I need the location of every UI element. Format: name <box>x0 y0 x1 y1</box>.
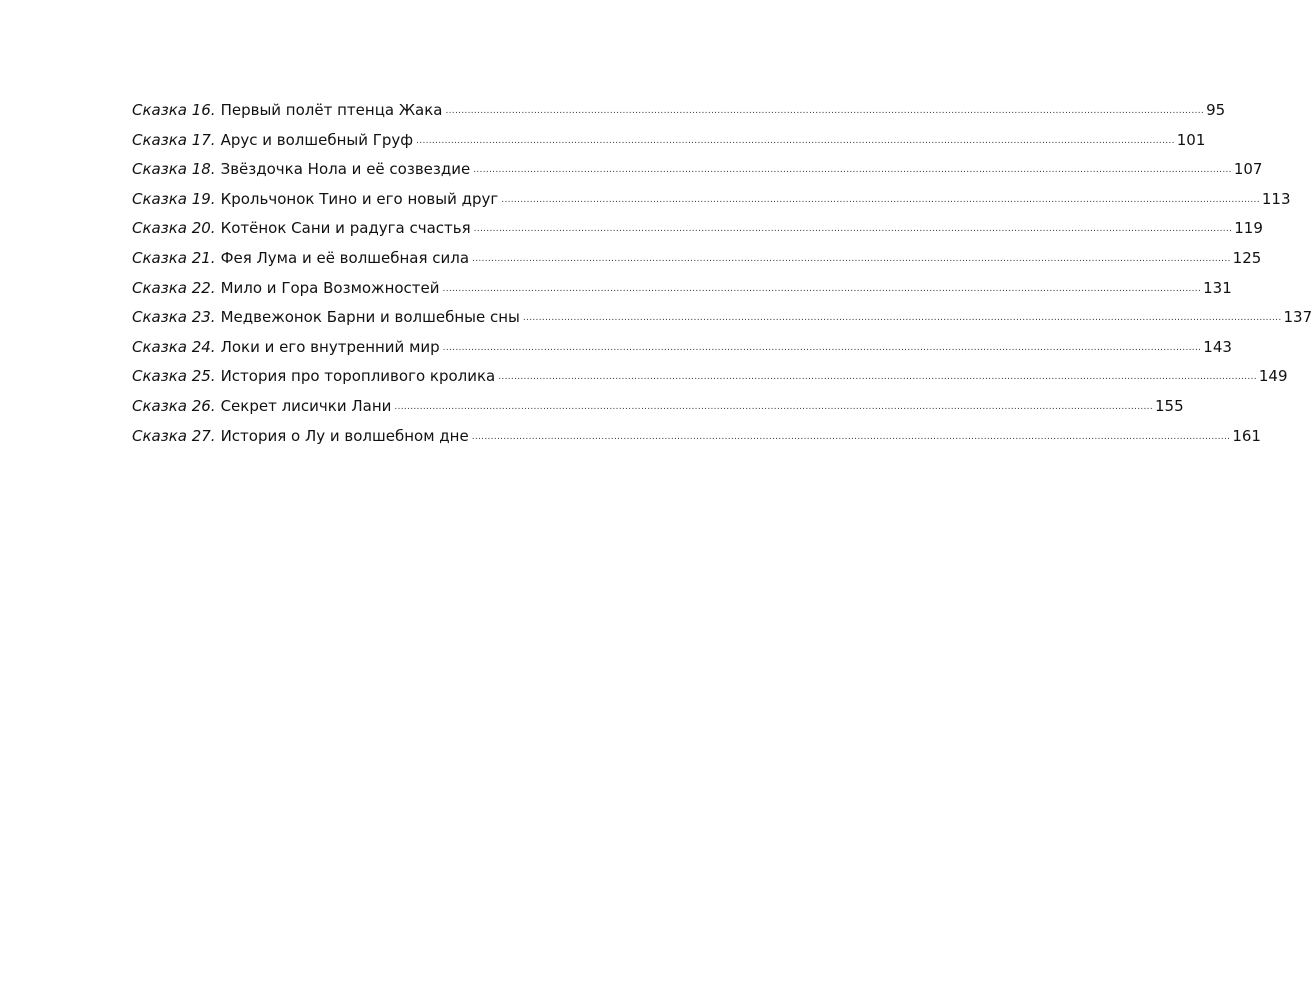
toc-entry-number: Сказка 19. <box>132 189 216 208</box>
toc-entry-number: Сказка 22. <box>132 278 216 297</box>
toc-entry-number: Сказка 16. <box>132 101 216 119</box>
toc-entry <box>132 126 1206 156</box>
toc-entry-title: Котёнок Сани и радуга счастья <box>220 219 471 238</box>
dot-leader: ................................................................................................................................................................................................................................................ <box>472 253 1231 264</box>
toc-entry-title: Локи и его внутренний мир <box>220 337 440 356</box>
toc-entry-title: Первый полёт птенца Жака <box>220 101 443 119</box>
toc-entry <box>132 214 1263 244</box>
toc-entry-number: Сказка 25. <box>132 367 216 386</box>
toc-entry-page: 137 <box>1283 308 1312 327</box>
dot-leader: ................................................................................................................................................................................................................................................ <box>501 194 1260 205</box>
toc-entry <box>132 362 1288 392</box>
toc-entry-page: 161 <box>1232 426 1261 445</box>
toc-entry-page: 143 <box>1203 337 1232 356</box>
toc-entry-page: 95 <box>1206 101 1226 119</box>
toc-entry-page: 107 <box>1233 160 1263 179</box>
toc-entry <box>132 392 1184 422</box>
toc-entry-title: Звёздочка Нола и её созвездие <box>220 160 471 179</box>
dot-leader: ................................................................................................................................................................................................................................................ <box>498 372 1257 383</box>
toc-entry-title: Арус и волшебный Груф <box>220 130 414 149</box>
toc-entry <box>132 244 1262 274</box>
toc-entry-title: Мило и Гора Возможностей <box>220 278 440 297</box>
toc-entry-number: Сказка 26. <box>132 396 216 415</box>
toc-entry-number: Сказка 23. <box>132 308 216 327</box>
toc-entry <box>132 96 1226 126</box>
dot-leader: ................................................................................................................................................................................................................................................ <box>416 135 1175 146</box>
dot-leader: ................................................................................................................................................................................................................................................ <box>471 431 1231 442</box>
toc-entry-title: История про торопливого кролика <box>220 367 496 386</box>
toc-entry-title: Медвежонок Барни и волшебные сны <box>220 308 520 327</box>
toc-entry-page: 101 <box>1176 130 1206 149</box>
toc-entry <box>132 155 1263 185</box>
dot-leader: ................................................................................................................................................................................................................................................ <box>473 224 1233 235</box>
toc-entry-page: 149 <box>1258 367 1288 386</box>
toc-entry <box>132 274 1232 304</box>
toc-entry <box>132 185 1291 215</box>
dot-leader: ................................................................................................................................................................................................................................................ <box>394 401 1154 412</box>
toc-entry-number: Сказка 18. <box>132 160 216 179</box>
toc-entry <box>132 303 1312 333</box>
toc-entry-number: Сказка 21. <box>132 248 216 267</box>
toc-entry <box>132 333 1232 363</box>
toc-entry-title: Крольчонок Тино и его новый друг <box>220 189 499 208</box>
dot-leader: ................................................................................................................................................................................................................................................ <box>473 165 1232 176</box>
toc-entry-page: 155 <box>1155 396 1184 415</box>
toc-entry-number: Сказка 17. <box>132 130 216 149</box>
toc-entry-title: Секрет лисички Лани <box>220 396 392 415</box>
toc-entry-title: История о Лу и волшебном дне <box>220 426 469 445</box>
dot-leader: ................................................................................................................................................................................................................................................ <box>442 342 1202 353</box>
toc-entry-page: 125 <box>1232 248 1262 267</box>
toc-entry-number: Сказка 24. <box>132 337 216 356</box>
dot-leader: ................................................................................................................................................................................................................................................ <box>445 106 1205 116</box>
dot-leader: ................................................................................................................................................................................................................................................ <box>522 313 1282 324</box>
dot-leader: ................................................................................................................................................................................................................................................ <box>442 283 1202 294</box>
table-of-contents <box>132 96 1312 451</box>
toc-entry <box>132 422 1261 452</box>
toc-entry-page: 113 <box>1261 189 1291 208</box>
toc-entry-number: Сказка 20. <box>132 219 216 238</box>
toc-entry-number: Сказка 27. <box>132 426 216 445</box>
toc-entry-page: 131 <box>1203 278 1232 297</box>
toc-entry-title: Фея Лума и её волшебная сила <box>220 248 470 267</box>
toc-entry-page: 119 <box>1234 219 1263 238</box>
